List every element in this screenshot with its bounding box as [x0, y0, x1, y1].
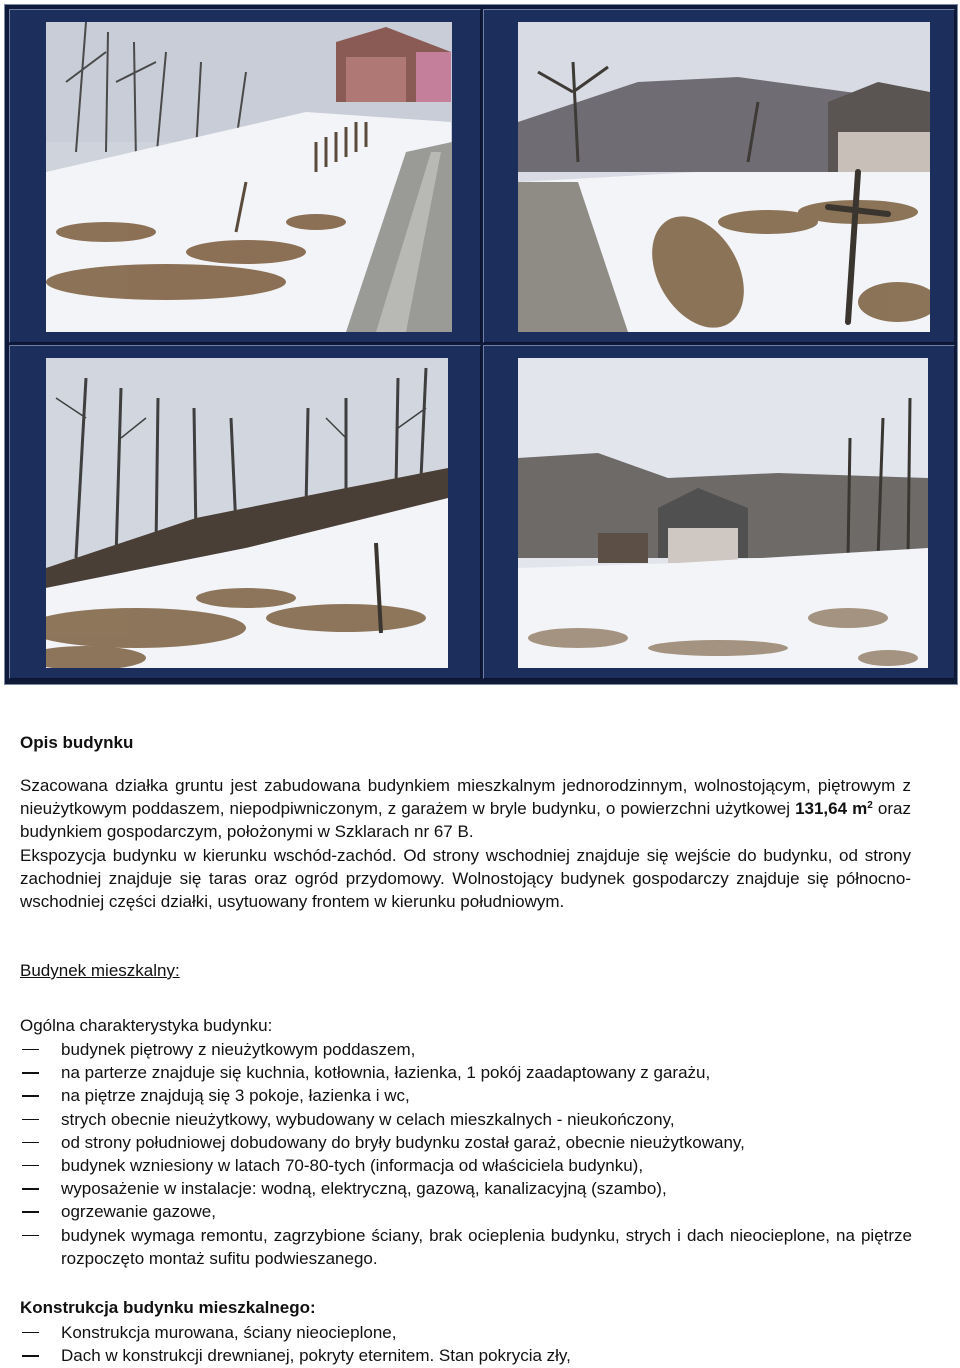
- list-item-text: budynek wymaga remontu, zagrzybione ściany, brak ocieplenia budynku, strych i dach nieocieplone, na piętrze rozpoczęto montaż sufitu podwieszanego.: [61, 1225, 912, 1268]
- photo-3: [46, 358, 448, 668]
- construction-heading: Konstrukcja budynku mieszkalnego:: [20, 1298, 316, 1317]
- residential-heading: Budynek mieszkalny:: [20, 961, 180, 980]
- list-item-text: budynek piętrowy z nieużytkowym poddaszem,: [61, 1040, 416, 1059]
- list-item: [20, 1224, 912, 1270]
- dash-bullet-icon: [22, 1188, 39, 1189]
- paragraph-part-1: Szacowana działka gruntu jest zabudowana budynkiem mieszkalnym jednorodzinnym, wolnostojącym, piętrowym z nieużytkowym poddaszem, niepodpiwniczonym, z garażem w bryle budynku, o powierzchni użytkowej: [20, 776, 911, 819]
- photo-cell-1: [9, 9, 481, 343]
- exposure-paragraph: Ekspozycja budynku w kierunku wschód-zachód. Od strony wschodniej znajduje się wejście do budynku, od strony zachodniej znajduje się taras oraz ogród przydomowy. Wolnostojący budynek gospodarczy znajduje się północno-wschodniej części działki, usytuowany frontem w kierunku południowym.: [20, 846, 911, 912]
- photo-grid: [4, 4, 958, 685]
- list-item-text: na parterze znajduje się kuchnia, kotłownia, łazienka, 1 pokój zaadaptowany z garażu,: [61, 1063, 711, 1083]
- area-value: 131,64 m: [795, 799, 868, 819]
- dash-bullet-icon: [22, 1355, 39, 1356]
- list-item: [20, 1177, 912, 1200]
- dash-bullet-icon: [22, 1165, 39, 1166]
- list-item: [20, 1038, 912, 1061]
- list-item: [20, 1344, 912, 1367]
- dash-bullet-icon: [22, 1119, 39, 1120]
- list-item: [20, 1061, 912, 1084]
- dash-bullet-icon: [22, 1235, 39, 1236]
- list-item: [20, 1108, 912, 1131]
- list-item-text: od strony południowej dobudowany do bryły budynku został garaż, obecnie nieużytkowany,: [61, 1132, 745, 1152]
- list-item: [20, 1154, 912, 1177]
- photo-4: [518, 358, 928, 668]
- photo-1: [46, 22, 452, 332]
- list-item: [20, 1200, 912, 1223]
- photo-cell-3: [9, 345, 481, 679]
- dash-bullet-icon: [22, 1332, 39, 1333]
- list-item: [20, 1084, 912, 1107]
- photo-cell-2: [483, 9, 955, 343]
- dash-bullet-icon: [22, 1095, 39, 1096]
- general-characteristics-heading: Ogólna charakterystyka budynku:: [20, 1016, 273, 1035]
- photo-2: [518, 22, 930, 332]
- dash-bullet-icon: [22, 1049, 39, 1050]
- list-item-text: wyposażenie w instalacje: wodną, elektryczną, gazową, kanalizacyjną (szambo),: [61, 1179, 667, 1199]
- photo-cell-4: [483, 345, 955, 679]
- dash-bullet-icon: [22, 1142, 39, 1143]
- area-exponent: 2: [867, 800, 873, 812]
- construction-list: [20, 1321, 912, 1367]
- list-item-text: strych obecnie nieużytkowy, wybudowany w celach mieszkalnych - nieukończony,: [61, 1109, 675, 1129]
- paragraph-part-2: oraz budynkiem gospodarczym, położonymi w Szklarach nr 67 B.: [20, 799, 911, 842]
- description-paragraph: [20, 774, 911, 844]
- list-item-text: ogrzewanie gazowe,: [61, 1202, 216, 1222]
- characteristics-list: [20, 1038, 912, 1270]
- dash-bullet-icon: [22, 1211, 39, 1212]
- list-item-text: Dach w konstrukcji drewnianej, pokryty eternitem. Stan pokrycia zły,: [61, 1346, 571, 1366]
- dash-bullet-icon: [22, 1072, 39, 1073]
- list-item-text: na piętrze znajdują się 3 pokoje, łazienka i wc,: [61, 1086, 410, 1106]
- list-item-text: budynek wzniesiony w latach 70-80-tych (informacja od właściciela budynku),: [61, 1156, 644, 1176]
- list-item: [20, 1131, 912, 1154]
- section-title: Opis budynku: [20, 733, 134, 752]
- list-item: [20, 1321, 912, 1344]
- list-item-text: Konstrukcja murowana, ściany nieocieplone,: [61, 1323, 397, 1342]
